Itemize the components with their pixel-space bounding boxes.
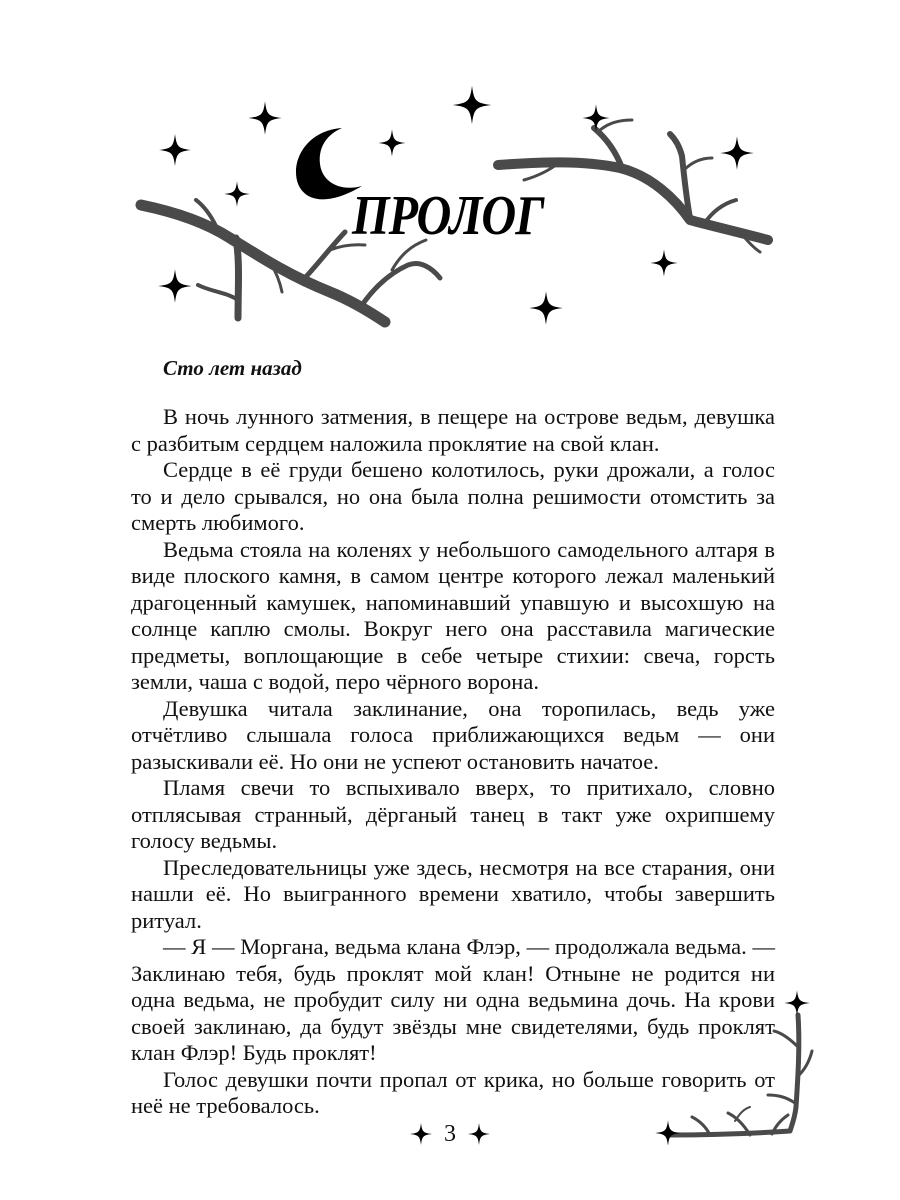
star-icon [468, 1123, 490, 1145]
paragraph: В ночь лунного затмения, в пещере на острове ведьм, девушка с разбитым сердцем наложила проклятие на свой клан. [131, 404, 775, 456]
star-icon [224, 181, 250, 207]
paragraph: Девушка читала заклинание, она торопилась, ведь уже отчётливо слышала голоса приближающихся ведьм — они разыскивали её. Но они не успеют остановить начатое. [131, 695, 775, 774]
star-icon [410, 1123, 432, 1145]
paragraph: Ведьма стояла на коленях у небольшого самодельного алтаря в виде плоского камня, в самом центре которого лежал маленький драгоценный камушек, напоминавший упавшую и высохшую на солнце каплю смолы. Вокруг него она расставила магические предметы, воплощающие в себе четыре стихии: свеча, горсть земли, чаша с водой, перо чёрного ворона. [131, 536, 775, 694]
paragraph: Пламя свечи то вспыхивало вверх, то притихало, словно отплясывая странный, дёрганый танец в такт уже охрипшему голосу ведьмы. [131, 775, 775, 853]
star-icon [650, 249, 677, 276]
star-icon [159, 134, 191, 166]
chapter-title: ПРОЛОГ [352, 185, 544, 247]
corner-branch-decoration [640, 985, 820, 1145]
star-icon [248, 101, 282, 135]
paragraph: — Я — Моргана, ведьма клана Флэр, — продолжала ведьма. — Заклинаю тебя, будь проклят мой клан! Отныне не родится ни одна ведьма, не пробудит силу ни одна ведьмина дочь. На крови своей заклинаю, да будут звёзды мне свидетелями, будь проклят клан Флэр! Будь проклят! [131, 934, 775, 1065]
chapter-subtitle: Сто лет назад [163, 356, 302, 380]
paragraph: Преследовательницы уже здесь, несмотря на все старания, они нашли её. Но выигранного времени хватило, чтобы завершить ритуал. [131, 854, 775, 933]
paragraph: Голос девушки почти пропал от крика, но больше говорить от неё не требовалось. [131, 1066, 775, 1118]
star-icon [453, 86, 491, 124]
paragraph: Сердце в её груди бешено колотилось, руки дрожали, а голос то и дело срывался, но она была полна решимости отомстить за смерть любимого. [131, 457, 775, 535]
header-decoration [0, 0, 900, 350]
star-icon [378, 129, 405, 156]
page-number: 3 [444, 1121, 456, 1147]
page-footer [400, 1116, 500, 1152]
star-icon [784, 990, 810, 1016]
star-icon [720, 136, 754, 170]
star-icon [529, 291, 563, 325]
star-icon [655, 1120, 681, 1145]
star-icon [158, 269, 192, 303]
